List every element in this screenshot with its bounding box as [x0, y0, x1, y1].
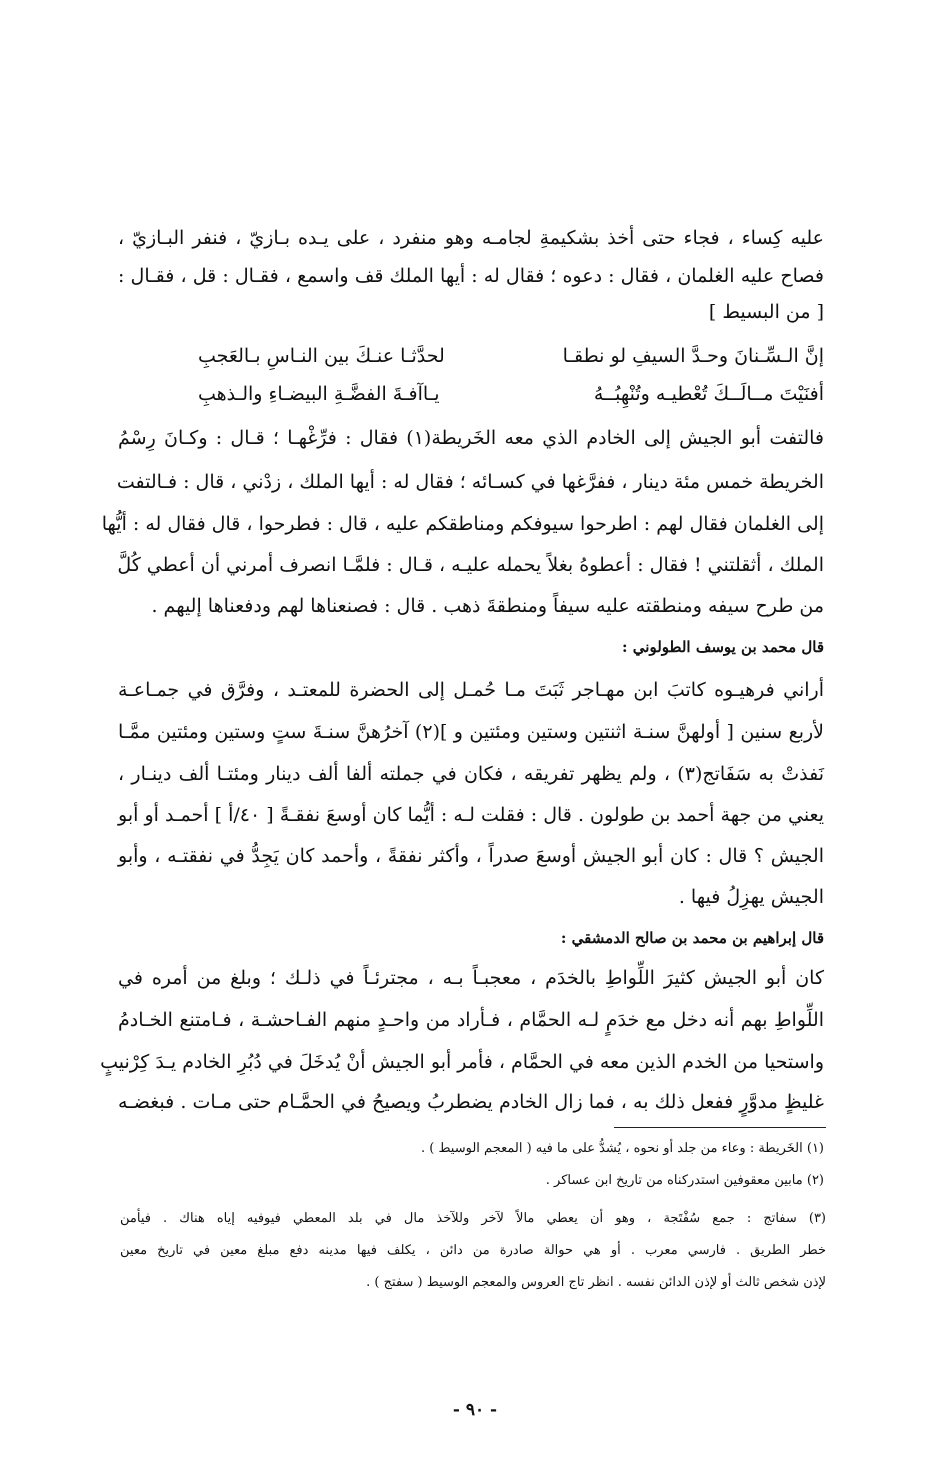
text-line: واستحيا من الخدم الذين معه في الحمَّام ، فأمر أبو الجيش أنْ يُدخَلَ في دُبُرِ الخادم يـدَ كِرْنيبٍ [100, 1051, 824, 1073]
footnote-2: (٢) مابين معقوفين استدركناه من تاريخ ابن عساكر . [545, 1173, 824, 1188]
text-line: فصاح عليه الغلمان ، فقال : دعوه ؛ فقال له : أيها الملك قف واسمع ، فقـال : قل ، فقـال : [118, 265, 824, 287]
verse-1-first: إنَّ الـسِّـنانَ وحـدَّ السيفِ لو نطقـا [562, 345, 824, 367]
verse-1-second: لحدَّثـا عنـكَ بين النـاسِ بـالعَجبِ [198, 345, 445, 367]
text-line: كان أبو الجيش كثيرَ اللِّواطِ بالخدَم ، معجبـاً بـه ، مجترئـاً في ذلـك ؛ وبلغ من أمره في [118, 967, 824, 989]
verse-2-first: أفنَيْتَ مــالَــكَ تُعْطيـه وتُنْهِبُــهُ [593, 383, 824, 405]
text-line: من طرح سيفه ومنطقته عليه سيفاً ومنطقةَ ذهب . قال : فصنعناها لهم ودفعناها إليهم . [151, 595, 824, 617]
text-line: أراني فرهيـوه كاتبَ ابن مهـاجر ثَبَتَ مـا حُمـل إلى الحضرة للمعتـد ، وفرَّق في جمـاعـة [118, 679, 824, 701]
section-heading: قال محمد بن يوسف الطولوني : [622, 638, 824, 656]
footnote-3-line: لإذن شخص ثالث أو لإذن الدائن نفسه . انظر تاج العروس والمعجم الوسيط ( سفتج ) . [366, 1275, 826, 1290]
footnote-1: (١) الخَريطة : وعاء من جلد أو نحوه ، يُشدُّ على ما فيه ( المعجم الوسيط ) . [421, 1141, 824, 1156]
footnote-3-line: (٣) سفاتج : جمع سُفْتَجة ، وهو أن يعطي مالاً لآخر وللآخذ مال في بلد المعطي فيوفيه إياه هناك . فيأمن [120, 1211, 826, 1226]
section-heading: قال إبراهيم بن محمد بن صالح الدمشقي : [560, 929, 824, 947]
text-line: يعني من جهة أحمد بن طولون . قال : فقلت لـه : أيُّما كان أوسعَ نفقـةً [ ٤٠/أ ] أحمـد أو أبو [118, 804, 825, 826]
text-line: الخريطة خمس مئة دينار ، ففرَّغها في كسـائه ؛ فقال له : أيها الملك ، زدْني ، قال : فـالتفت [116, 471, 824, 493]
footnote-separator [614, 1127, 826, 1128]
text-line: اللِّواطِ بهم أنه دخل مع خدَمٍ لـه الحمَّام ، فـأراد من واحـدٍ منهم الفـاحشـة ، فـامتنع الخـادمُ [118, 1009, 824, 1031]
text-line: فالتفت أبو الجيش إلى الخادم الذي معه الخَريطة(١) فقال : فرِّغْهـا ؛ قـال : وكـانَ رِسْمُ [118, 427, 824, 449]
text-line: نَفذتْ به سَفَاتج(٣) ، ولم يظهر تفريقه ، فكان في جملته ألفا ألف دينار ومئتـا ألف دينـار ، [118, 763, 824, 785]
text-line: عليه كِساء ، فجاء حتى أخذ بشكيمةِ لجامـه وهو منفرد ، على يـده بـازيّ ، فنفر البـازيّ ، [118, 227, 824, 249]
meter-label: [ من البسيط ] [708, 301, 824, 323]
footnote-3-line: خطر الطريق . فارسي معرب . أو هي حوالة صادرة من دائن ، يكلف فيها مدينه دفع مبلغ معين في تاريخ معين [120, 1243, 826, 1258]
text-line: الجيش ؟ قال : كان أبو الجيش أوسعَ صدراً ، وأكثر نفقةً ، وأحمد كان يَجِدُّ في نفقتـه ، وأبو [118, 845, 824, 867]
text-line: الجيش يهزِلُ فيها . [678, 886, 824, 908]
verse-2-second: يـاآفـةَ الفضَّـةِ البيضـاءِ والـذهبِ [198, 383, 440, 405]
text-line: الملك ، أثقلتني ! فقال : أعطوهُ بغلاً يحمله عليـه ، قـال : فلمَّـا انصرف أمرني أن أعطي كُلَّ [117, 554, 824, 576]
page-number: - ٩٠ - [452, 1400, 498, 1420]
text-line: غليظٍ مدوَّرٍ ففعل ذلك به ، فما زال الخادم يضطربُ ويصيحُ في الحمَّـام حتى مـات . فبغضـه [118, 1091, 824, 1113]
text-line: إلى الغلمان فقال لهم : اطرحوا سيوفكم ومناطقكم عليه ، قال : فطرحوا ، قال فقال له : أيُّها [101, 513, 824, 535]
text-line: لأربع سنين [ أولهنَّ سنـة اثنتين وستين ومئتين و ](٢) آخرُهنَّ سنـةَ ستٍ وستين ومئتين ممَّـا [118, 721, 824, 743]
